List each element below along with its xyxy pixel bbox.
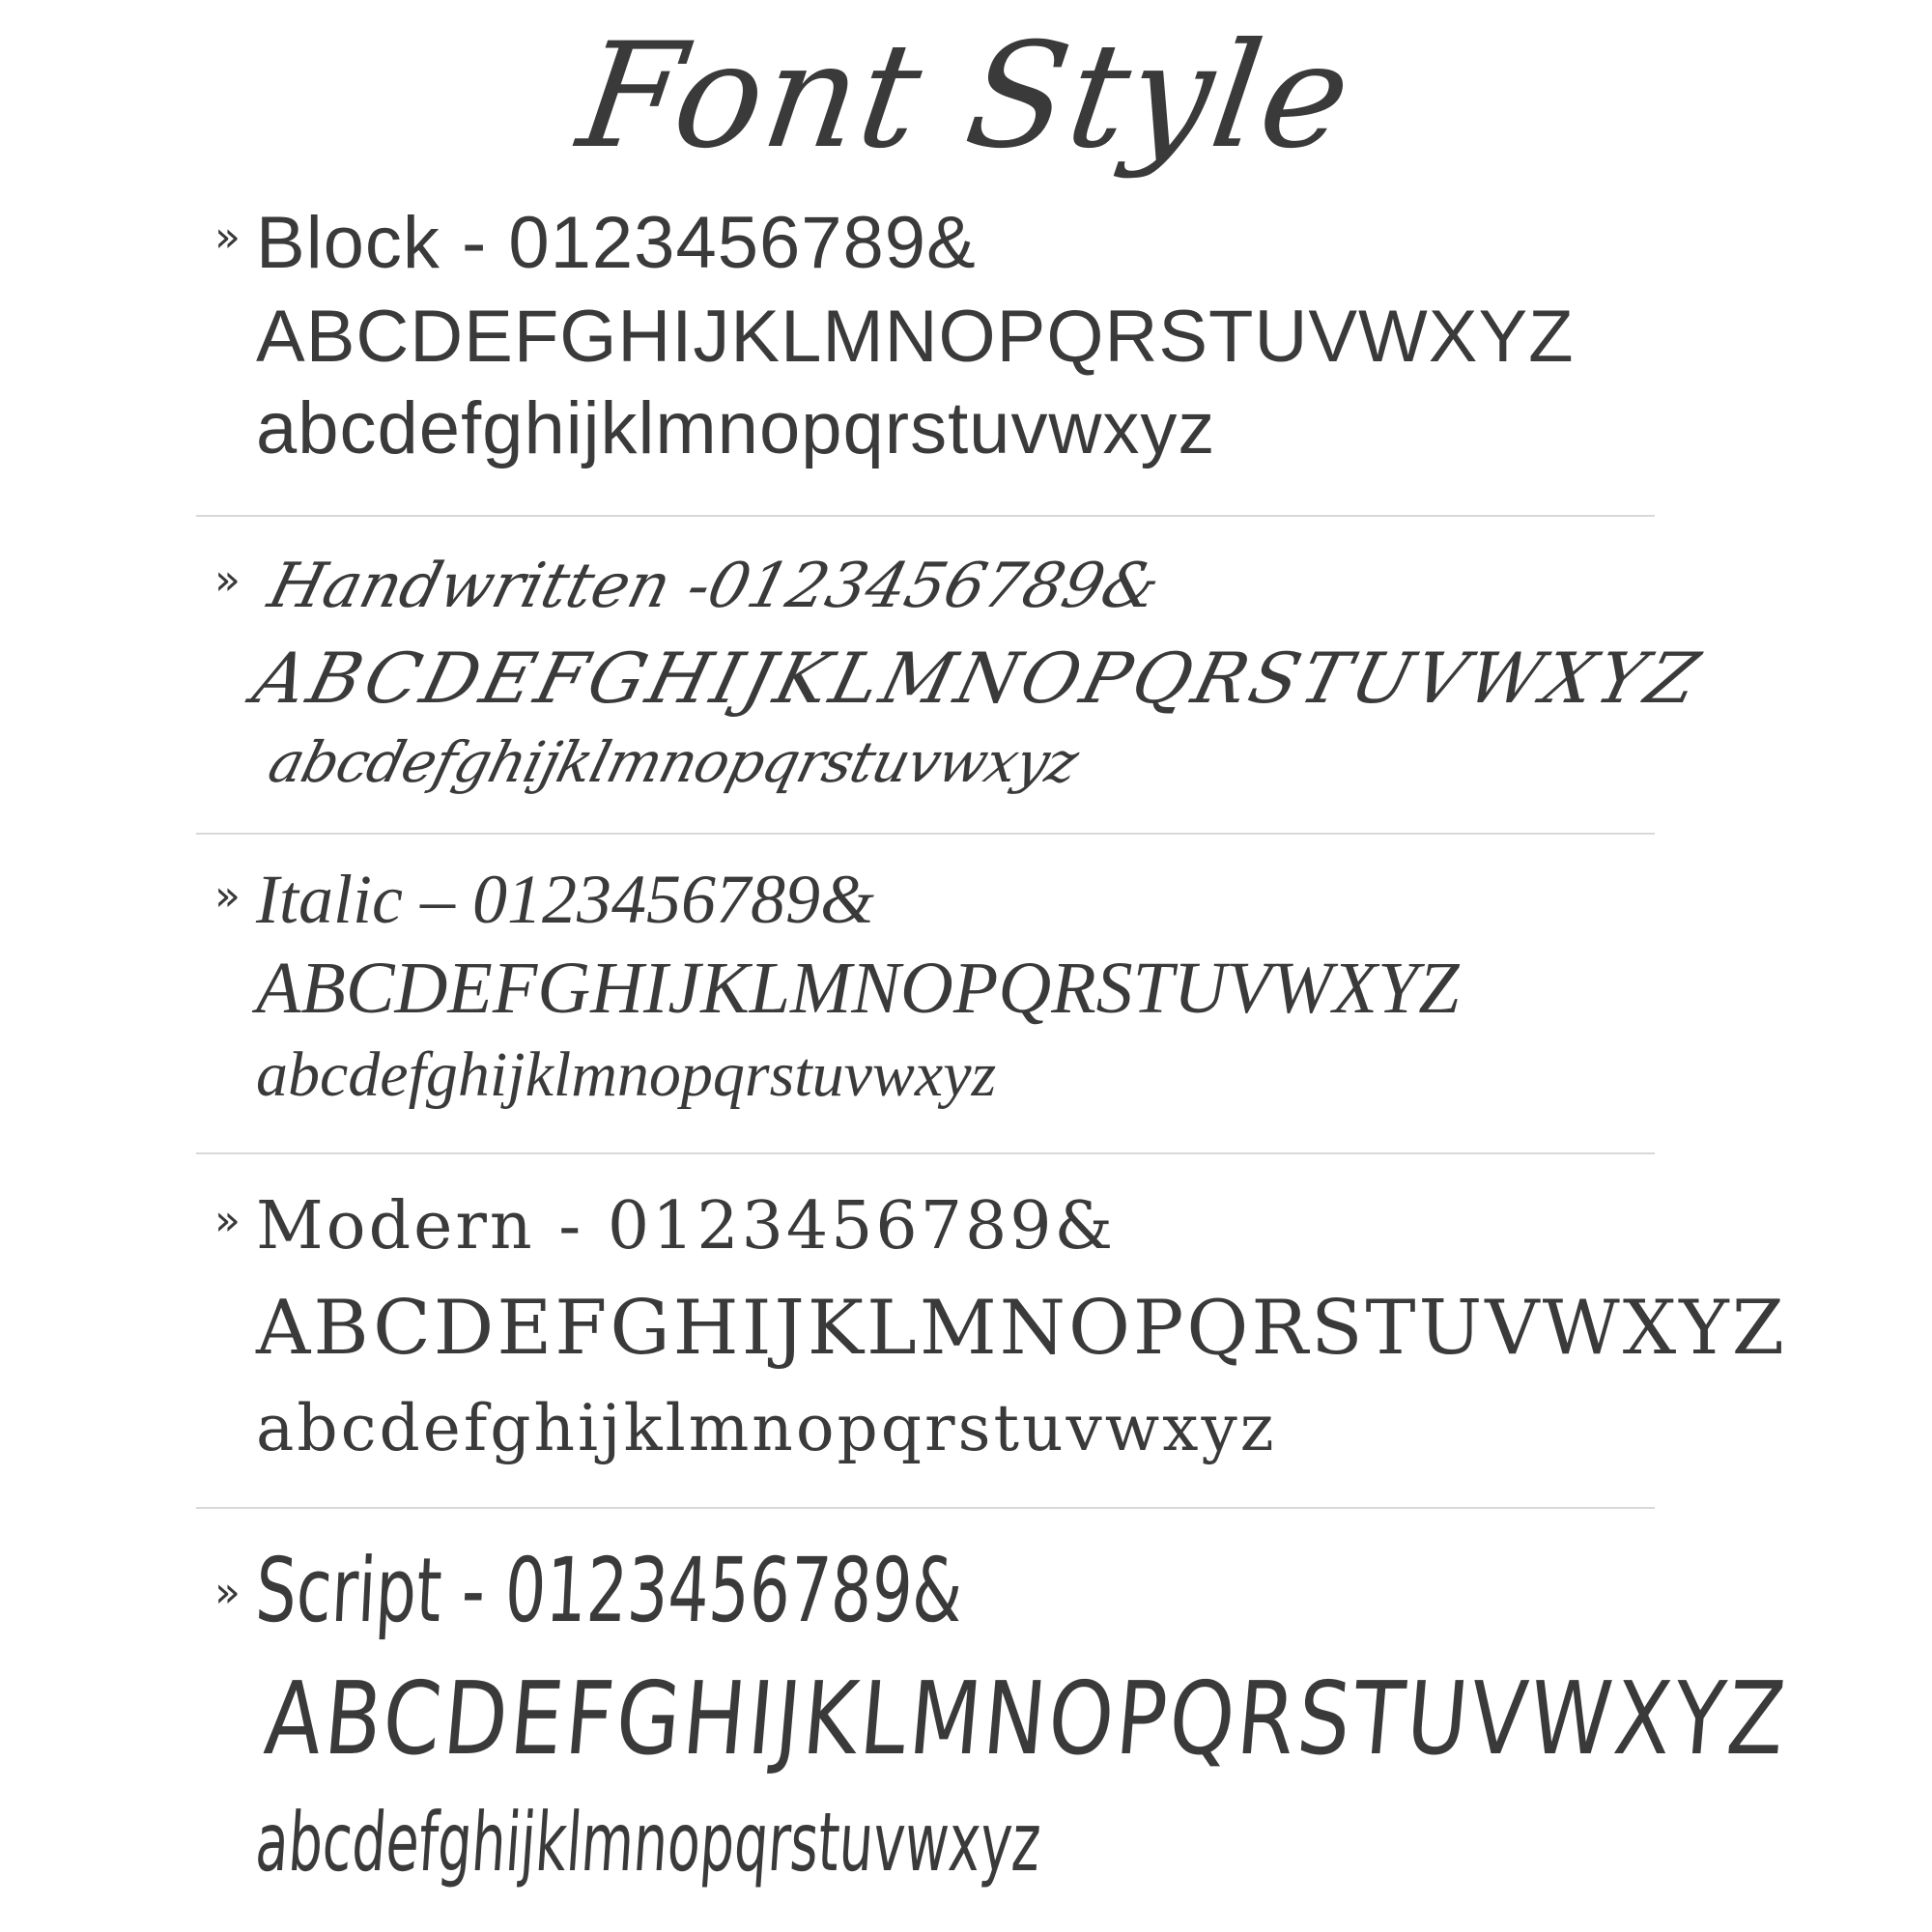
- font-sample-lowercase: abcdefghijklmnopqrstuvwxyz: [262, 729, 1085, 795]
- bullet-icon: »: [214, 1196, 241, 1245]
- font-sample-name-digits: Block - 0123456789&: [256, 202, 977, 284]
- font-option-script[interactable]: [0, 1515, 1932, 1932]
- section-divider: [196, 515, 1655, 517]
- bullet-icon: »: [214, 213, 241, 262]
- bullet-icon: »: [214, 871, 241, 921]
- font-sample-name-digits: Italic – 0123456789&: [256, 861, 874, 938]
- font-sample-name-digits: Script - 0123456789&: [253, 1539, 965, 1642]
- page-title: [0, 0, 1932, 193]
- font-option-italic[interactable]: [0, 840, 1932, 1150]
- font-sample-uppercase: ABCDEFGHIJKLMNOPQRSTUVWXYZ: [245, 638, 1711, 719]
- bullet-icon: »: [214, 1568, 241, 1617]
- section-divider: [196, 833, 1655, 835]
- font-sample-lowercase: abcdefghijklmnopqrstuvwxyz: [256, 1391, 1277, 1465]
- section-divider: [196, 1152, 1655, 1154]
- bullet-icon: »: [214, 555, 241, 605]
- font-sample-name-digits: Modern - 0123456789&: [256, 1188, 1117, 1264]
- font-sample-lowercase: abcdefghijklmnopqrstuvwxyz: [256, 387, 1216, 469]
- font-sample-uppercase: ABCDEFGHIJKLMNOPQRSTUVWXYZ: [256, 948, 1460, 1029]
- font-option-block[interactable]: [0, 193, 1932, 512]
- font-sample-name-digits: Handwritten -0123456789&: [261, 551, 1167, 622]
- font-option-handwritten[interactable]: [0, 522, 1932, 831]
- font-sample-uppercase: ABCDEFGHIJKLMNOPQRSTUVWXYZ: [256, 1285, 1787, 1372]
- section-divider: [196, 1507, 1655, 1509]
- font-option-modern[interactable]: [0, 1159, 1932, 1507]
- font-sample-lowercase: abcdefghijklmnopqrstuvwxyz: [256, 1039, 997, 1110]
- font-sample-uppercase: ABCDEFGHIJKLMNOPQRSTUVWXYZ: [256, 296, 1575, 378]
- page-title-text: Font Style: [570, 13, 1362, 181]
- font-sample-lowercase: abcdefghijklmnopqrstuvwxyz: [252, 1795, 1044, 1889]
- font-sample-uppercase: ABCDEFGHIJKLMNOPQRSTUVWXYZ: [260, 1660, 1793, 1777]
